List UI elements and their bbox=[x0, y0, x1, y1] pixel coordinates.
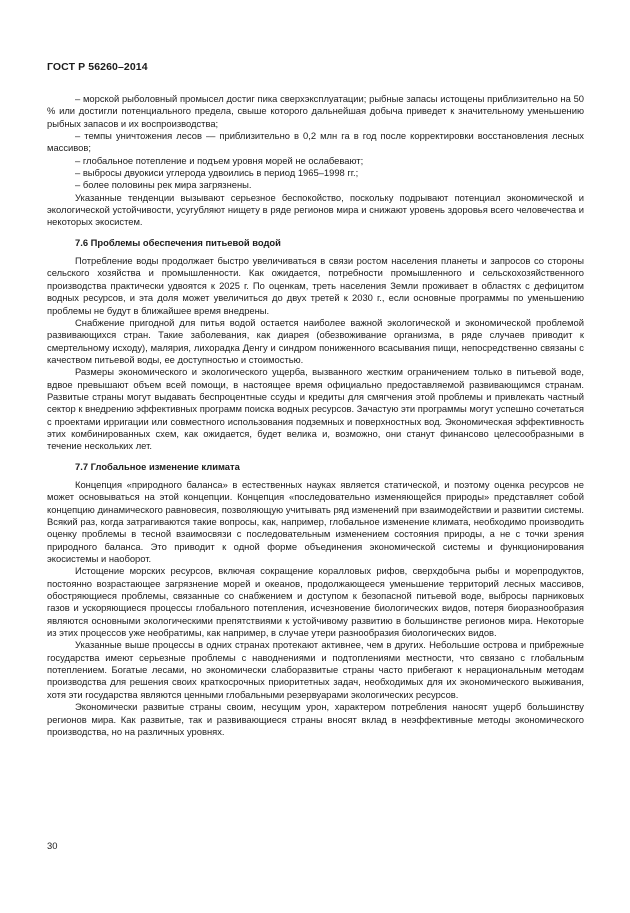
body-paragraph: Экономически развитые страны своим, несущим урон, характером потребления наносят ущерб большинству регионов мира. Как развитые, так и развивающиеся страны вносят вклад в неэффективные методы экономического производства, но на различных уровнях. bbox=[47, 701, 584, 737]
body-paragraph: – более половины рек мира загрязнены. bbox=[75, 179, 252, 191]
body-paragraph: Снабжение пригодной для питья водой остается наиболее важной экологической и экономической проблемой развивающихся стран. Такие заболевания, как диарея (обезвоживание организма, в ряде случаев приводит к смертельному исходу), малярия, лихорадка Денгу и синдром пониженного всасывания пищи, непосредственно связаны с качеством питьевой воды, ее доступностью и стоимостью. bbox=[47, 316, 584, 365]
body-paragraph: – темпы уничтожения лесов — приблизительно в 0,2 млн га в год после корректировки восстановления лесных массивов; bbox=[47, 130, 584, 154]
body-paragraph: Указанные тенденции вызывают серьезное беспокойство, поскольку подрывают потенциал экономической и экологической устойчивости, усугубляют нищету в ряде регионов мира и снижают уровень здоровья всего человечества и некоторых экосистем. bbox=[47, 191, 584, 228]
body-paragraph: Указанные выше процессы в одних странах протекают активнее, чем в других. Небольшие острова и прибрежные государства имеют серьезные проблемы с наводнениями и подтоплениями местности, что связано с глобальным потеплением. Богатые лесами, но экономически слаборазвитые страны часто прибегают к нерациональным методам производства для решения своих краткосрочных приоритетных задач, необходимых для их экономического выживания, хотя эти государства являются ценными глобальными резервуарами экологических ресурсов. bbox=[47, 639, 584, 700]
body-paragraph: – глобальное потепление и подъем уровня морей не ослабевают; bbox=[75, 154, 364, 166]
section-heading: 7.6 Проблемы обеспечения питьевой водой bbox=[75, 236, 281, 248]
document-header: ГОСТ Р 56260–2014 bbox=[47, 61, 148, 73]
body-paragraph: – морской рыболовный промысел достиг пика сверхэксплуатации; рыбные запасы истощены приблизительно на 50 % или достигли потенциального предела, свыше которого дальнейшая добыча приведет к значительному уменьшению рыбных запасов и их воспроизводства; bbox=[47, 93, 584, 129]
body-paragraph: Истощение морских ресурсов, включая сокращение коралловых рифов, сверхдобыча рыбы и морепродуктов, постоянно возрастающее загрязнение морей и океанов, продолжающееся уменьшение территорий лесных массивов, обостряющиеся проблемы, связанные со снабжением и доступом к безопасной питьевой воде, выбросы парниковых газов и ускоряющиеся процессы глобального потепления, исчезновение биологических видов, потеря биоразнообразия являются основными экологическими препятствиями к устойчивому развитию в большинстве регионов мира. Некоторые из этих процессов уже необратимы, как например, в случае утери разнообразия биологических видов. bbox=[47, 565, 584, 639]
section-heading: 7.7 Глобальное изменение климата bbox=[75, 460, 240, 472]
document-body bbox=[47, 93, 584, 738]
body-paragraph: Концепция «природного баланса» в естественных науках является статической, и поэтому оценка ресурсов не может основываться на этой концепции. Концепция «последовательно изменяющейся природы» представляет собой концепцию динамического равновесия, позволяющую учитывать ряд изменений при взаимодействии и развитии системы. Всякий раз, когда затрагиваются такие вопросы, как, например, глобальное изменение климата, необходимо производить оценку проблемы в тесной взаимосвязи с последовательным изменением состояния природы, а не с точки зрения природного баланса. Это приводит к одной форме объединения экономической системы и функционирования экосистемы и наоборот. bbox=[47, 478, 584, 565]
body-paragraph: Размеры экономического и экологического ущерба, вызванного жестким ограничением только в питьевой воде, вдвое превышают объем всей помощи, в настоящее время официально предоставляемой развивающимся странам. Развитые страны могут выдавать беспроцентные ссуды и кредиты для смягчения этой проблемы и привлекать частный сектор к внедрению эффективных программ поиска водных ресурсов. Зачастую эти программы могут успешно сочетаться с проектами ирригации или совместного использования подземных и поверхностных вод. Экономическая эффективность этих комбинированных схем, как ожидается, будет велика и, возможно, они станут финансово целесообразными в течение нескольких лет. bbox=[47, 366, 584, 452]
body-paragraph: Потребление воды продолжает быстро увеличиваться в связи ростом населения планеты и запросов со стороны сельского хозяйства и промышленности. Как ожидается, потребности промышленного и сельскохозяйственного производства практически удвоятся к 2025 г. По оценкам, треть населения Земли проживает в областях с дефицитом водных ресурсов, и эта доля может увеличиться до двух третей к 2030 г., если основные программы по уменьшению проблемы не будут в ближайшее время внедрены. bbox=[47, 255, 584, 316]
page-number: 30 bbox=[47, 840, 58, 851]
body-paragraph: – выбросы двуокиси углерода удвоились в период 1965–1998 гг.; bbox=[75, 167, 359, 179]
